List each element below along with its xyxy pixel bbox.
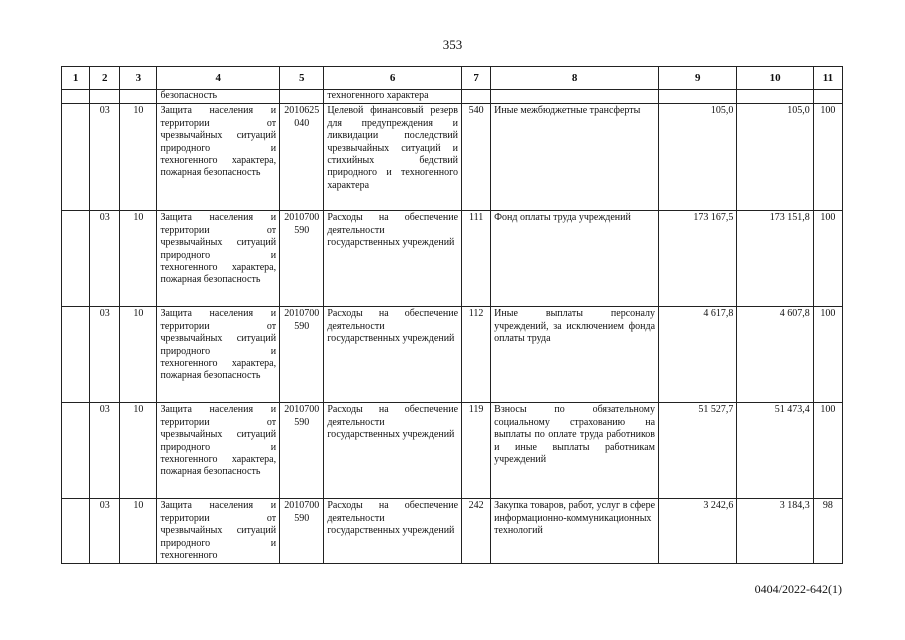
section-code-cell: 03 [90,104,120,211]
target-article-cell: 2010700590 [280,211,324,307]
target-article-cell: 2010700590 [280,307,324,403]
header-cell: 5 [280,67,324,90]
planned-amount-cell: 105,0 [659,104,737,211]
executed-amount-cell: 173 151,8 [737,211,813,307]
executed-amount-cell: 105,0 [737,104,813,211]
header-cell: 11 [813,67,842,90]
percent-cell: 100 [813,403,842,499]
header-cell: 1 [62,67,90,90]
expense-type-code-cell: 119 [462,403,491,499]
header-cell: 7 [462,67,491,90]
header-cell: 6 [324,67,462,90]
planned-amount-cell: 3 242,6 [659,499,737,564]
section-name-cell: Защита населения и территории от чрезвычайных ситуаций природного и техногенного характера, пожарная безопасность [157,307,280,403]
planned-amount-cell: 4 617,8 [659,307,737,403]
target-article-cell: 2010700590 [280,403,324,499]
continuation-row [62,90,843,104]
expense-name-cell: Расходы на обеспечение деятельности государственных учреждений [324,307,462,403]
percent-cell: 100 [813,307,842,403]
expense-name-cell: Целевой финансовый резерв для предупреждения и ликвидации последствий чрезвычайных ситуаций и стихийных бедствий природного и техногенного характера [324,104,462,211]
header-cell: 8 [491,67,659,90]
expense-type-code-cell: 112 [462,307,491,403]
header-cell: 9 [659,67,737,90]
header-cell: 3 [120,67,157,90]
subsection-code-cell: 10 [120,499,157,564]
expense-name-cell: Расходы на обеспечение деятельности государственных учреждений [324,499,462,564]
table-row [62,499,843,564]
section-name-cell: безопасность [157,90,280,104]
target-article-cell: 2010700590 [280,499,324,564]
expense-type-code-cell: 111 [462,211,491,307]
section-code-cell: 03 [90,211,120,307]
percent-cell: 100 [813,211,842,307]
expense-type-name-cell: Фонд оплаты труда учреждений [491,211,659,307]
header-cell: 2 [90,67,120,90]
subsection-code-cell: 10 [120,211,157,307]
planned-amount-cell: 51 527,7 [659,403,737,499]
planned-amount-cell: 173 167,5 [659,211,737,307]
executed-amount-cell: 51 473,4 [737,403,813,499]
expense-type-name-cell: Иные межбюджетные трансферты [491,104,659,211]
table-row [62,403,843,499]
section-name-cell: Защита населения и территории от чрезвычайных ситуаций природного и техногенного [157,499,280,564]
page-number: 353 [442,37,463,52]
executed-amount-cell: 4 607,8 [737,307,813,403]
section-code-cell: 03 [90,403,120,499]
expense-name-cell: Расходы на обеспечение деятельности государственных учреждений [324,403,462,499]
subsection-code-cell: 10 [120,307,157,403]
target-article-cell: 2010625040 [280,104,324,211]
expense-name-cell: Расходы на обеспечение деятельности государственных учреждений [324,211,462,307]
expense-type-name-cell: Иные выплаты персоналу учреждений, за исключением фонда оплаты труда [491,307,659,403]
header-cell: 10 [737,67,813,90]
section-code-cell: 03 [90,307,120,403]
subsection-code-cell: 10 [120,403,157,499]
section-code-cell: 03 [90,499,120,564]
percent-cell: 98 [813,499,842,564]
expense-type-name-cell: Взносы по обязательному социальному страхованию на выплаты по оплате труда работников и иные выплаты работникам учреждений [491,403,659,499]
percent-cell: 100 [813,104,842,211]
expense-name-cell: техногенного характера [324,90,462,104]
section-name-cell: Защита населения и территории от чрезвычайных ситуаций природного и техногенного характера, пожарная безопасность [157,211,280,307]
section-name-cell: Защита населения и территории от чрезвычайных ситуаций природного и техногенного характера, пожарная безопасность [157,403,280,499]
budget-table [61,66,843,564]
header-row [62,67,843,90]
header-cell: 4 [157,67,280,90]
document-code: 0404/2022-642(1) [754,582,842,596]
table-row [62,211,843,307]
subsection-code-cell: 10 [120,104,157,211]
expense-type-code-cell: 242 [462,499,491,564]
expense-type-code-cell: 540 [462,104,491,211]
table-row [62,104,843,211]
expense-type-name-cell: Закупка товаров, работ, услуг в сфере информационно-коммуникационных технологий [491,499,659,564]
executed-amount-cell: 3 184,3 [737,499,813,564]
table-row [62,307,843,403]
section-name-cell: Защита населения и территории от чрезвычайных ситуаций природного и техногенного характера, пожарная безопасность [157,104,280,211]
